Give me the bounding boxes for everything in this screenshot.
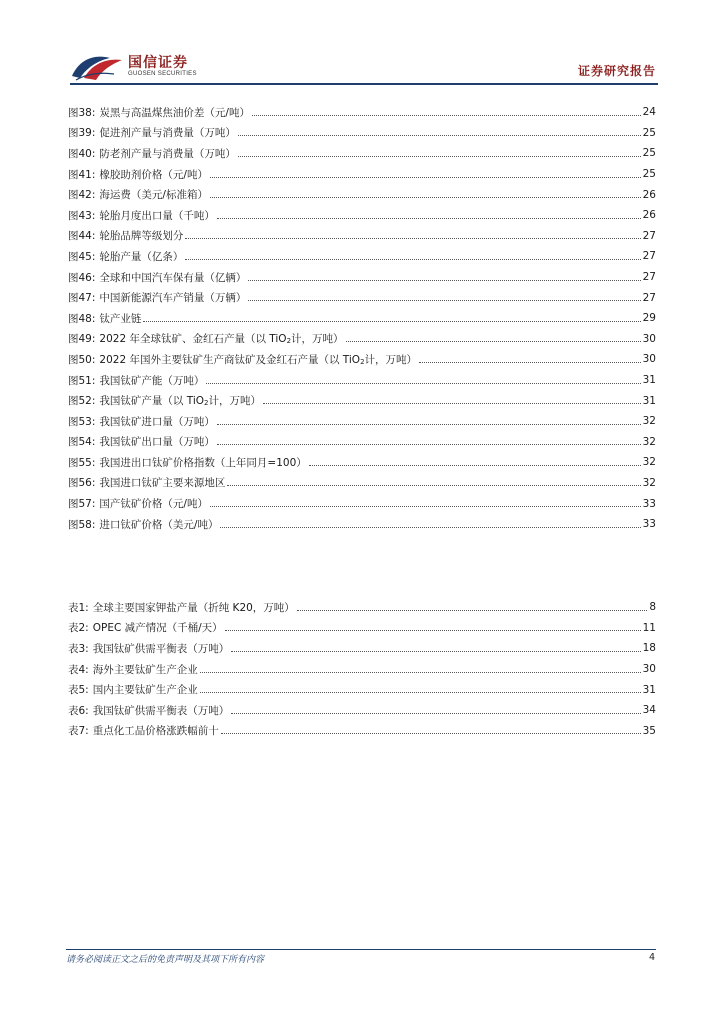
figure-entry[interactable] [68,390,656,411]
dot-leader [143,321,640,322]
entry-title-part: 2022 年全球钛矿、金红石产量（以 TiO [99,333,287,346]
entry-label: 图42: [68,189,96,202]
entry-label: 表6: [68,704,89,717]
entry-label: 图55: [68,456,96,469]
logo-english-name: GUOSEN SECURITIES [128,71,197,77]
entry-page-number: 32 [642,415,656,428]
table-entry[interactable] [68,638,656,659]
entry-title: 我国钛矿供需平衡表（万吨） [92,704,230,717]
entry-label: 表1: [68,601,89,614]
figure-entry[interactable] [68,432,656,453]
figure-entry[interactable] [68,370,656,391]
entry-page-number: 25 [642,168,656,181]
entry-page-number: 27 [642,250,656,263]
entry-title: 我国钛矿供需平衡表（万吨） [92,642,230,655]
entry-title: 中国新能源汽车产销量（万辆） [99,292,247,305]
dot-leader [185,238,640,239]
entry-title: 全球和中国汽车保有量（亿辆） [99,271,247,284]
figure-entry[interactable] [68,123,656,144]
entry-label: 图47: [68,292,96,305]
dot-leader [419,362,641,363]
report-type: 证券研究报告 [577,64,656,78]
dot-leader [225,630,641,631]
dot-leader [238,135,641,136]
entry-page-number: 32 [642,435,656,448]
figure-entry[interactable] [68,514,656,535]
dot-leader [185,259,640,260]
entry-page-number: 8 [649,601,656,614]
entry-title: 我国钛矿进口量（万吨） [99,415,215,428]
dot-leader [206,383,640,384]
dot-leader [252,115,641,116]
table-entry[interactable] [68,618,656,639]
entry-title-subscript: 2 [360,357,365,366]
dot-leader [217,218,641,219]
entry-title: 轮胎产量（亿条） [99,250,184,263]
figure-entry[interactable] [68,411,656,432]
entry-title: 促进剂产量与消费量（万吨） [99,127,236,140]
entry-label: 图54: [68,436,96,449]
dot-leader [200,672,641,673]
figure-entry[interactable] [68,267,656,288]
entry-label: 图48: [68,312,96,325]
entry-page-number: 25 [642,147,656,160]
entry-page-number: 31 [642,394,656,407]
entry-title: 轮胎品牌等级划分 [99,230,184,243]
figure-entry[interactable] [68,246,656,267]
entry-label: 图49: [68,333,96,346]
entry-title: 海外主要钛矿生产企业 [92,663,198,676]
entry-page-number: 30 [642,663,656,676]
entry-label: 表7: [68,725,89,738]
entry-page-number: 34 [642,704,656,717]
entry-label: 图44: [68,230,96,243]
dot-leader [297,610,648,611]
figure-entry[interactable] [68,329,656,350]
entry-title [99,352,417,367]
entry-label: 表4: [68,663,89,676]
entry-title: 轮胎月度出口量（千吨） [99,209,215,222]
entry-title: 进口钛矿价格（美元/吨） [99,518,219,531]
figure-entry[interactable] [68,287,656,308]
table-entry[interactable] [68,659,656,680]
entry-title: 海运费（美元/标准箱） [99,189,208,202]
entry-title-subscript: 2 [286,337,292,346]
entry-page-number: 27 [642,271,656,284]
table-entry[interactable] [68,721,656,742]
dot-leader [210,197,641,198]
dot-leader [221,733,641,734]
entry-page-number: 25 [642,126,656,139]
dot-leader [220,527,640,528]
page-header [70,50,658,90]
table-entry[interactable] [68,597,656,618]
entry-page-number: 31 [642,683,656,696]
dot-leader [227,485,640,486]
entry-page-number: 27 [642,291,656,304]
entry-title-part: 计，万吨） [291,333,344,346]
entry-page-number: 33 [642,518,656,531]
guosen-logo [70,50,210,84]
figure-entry[interactable] [68,102,656,123]
entry-page-number: 11 [642,621,656,634]
entry-title: 炭黑与高温煤焦油价差（元/吨） [99,106,250,119]
entry-title-part: 我国钛矿产量（以 TiO [99,395,205,408]
entry-label: 图46: [68,271,96,284]
dot-leader [231,713,640,714]
figure-entry[interactable] [68,143,656,164]
entry-page-number: 18 [642,642,656,655]
entry-title: 我国进口钛矿主要来源地区 [99,477,226,490]
entry-title: 我国进出口钛矿价格指数（上年同月=100） [99,456,307,469]
page-number: 4 [648,952,655,963]
dot-leader [309,465,641,466]
entry-title [99,393,261,408]
dot-leader [248,300,640,301]
dot-leader [210,177,641,178]
entry-title: 国产钛矿价格（元/吨） [99,498,208,511]
guosen-logo-icon [70,52,124,82]
table-entry[interactable] [68,700,656,721]
figure-entry[interactable] [68,308,656,329]
entry-page-number: 31 [642,374,656,387]
entry-title: OPEC 减产情况（千桶/天） [92,622,223,635]
entry-title: 钛产业链 [99,312,142,325]
dot-leader [200,692,641,693]
dot-leader [231,651,640,652]
entry-label: 表2: [68,622,89,635]
entry-label: 图39: [68,127,96,140]
entry-title: 重点化工品价格涨跌幅前十 [92,725,219,738]
entry-label: 图57: [68,498,96,511]
entry-page-number: 26 [642,188,656,201]
entry-label: 图43: [68,209,96,222]
footer-divider [66,949,656,950]
entry-title-part: 计，万吨） [208,395,261,408]
entry-label: 图52: [68,395,96,408]
entry-page-number: 30 [642,353,656,366]
entry-label: 图51: [68,374,96,387]
entry-page-number: 24 [642,106,656,119]
figure-entry[interactable] [68,226,656,247]
entry-title: 防老剂产量与消费量（万吨） [99,147,236,160]
entry-title: 我国钛矿产能（万吨） [99,374,205,387]
entry-label: 图53: [68,415,96,428]
dot-leader [217,444,641,445]
entry-title-part: 2022 年国外主要钛矿生产商钛矿及金红石产量（以 TiO [99,353,361,366]
entry-title: 我国钛矿出口量（万吨） [99,436,215,449]
dot-leader [248,280,640,281]
entry-label: 图38: [68,106,96,119]
figure-entry[interactable] [68,164,656,185]
entry-page-number: 26 [642,209,656,222]
entry-page-number: 33 [642,497,656,510]
dot-leader [346,341,641,342]
entry-page-number: 32 [642,476,656,489]
entry-label: 图50: [68,353,96,366]
entry-title: 国内主要钛矿生产企业 [92,684,198,697]
entry-label: 表5: [68,684,89,697]
entry-label: 图40: [68,147,96,160]
entry-page-number: 30 [642,332,656,345]
figure-entry[interactable] [68,184,656,205]
entry-label: 图41: [68,168,96,181]
logo-chinese-name: 国信证券 [128,55,188,71]
entry-page-number: 35 [642,724,656,737]
entry-title: 橡胶助剂价格（元/吨） [99,168,208,181]
entry-label: 图45: [68,250,96,263]
figure-entry[interactable] [68,493,656,514]
entry-title-subscript: 2 [204,399,209,408]
entry-title: 全球主要国家钾盐产量（折纯 K20，万吨） [92,601,295,614]
figure-entry[interactable] [68,473,656,494]
entry-title-part: 计，万吨） [364,353,418,366]
table-entry[interactable] [68,679,656,700]
entry-label: 图58: [68,518,96,531]
table-list [68,597,656,741]
header-divider [70,83,658,85]
figure-entry[interactable] [68,205,656,226]
dot-leader [217,424,641,425]
dot-leader [238,156,641,157]
entry-title [99,331,343,346]
figure-entry[interactable] [68,349,656,370]
figure-entry[interactable] [68,452,656,473]
entry-page-number: 29 [642,312,656,325]
entry-page-number: 27 [642,229,656,242]
dot-leader [263,403,641,404]
footer-disclaimer: 请务必阅读正文之后的免责声明及其项下所有内容 [66,955,265,965]
entry-label: 图56: [68,477,96,490]
entry-page-number: 32 [642,456,656,469]
dot-leader [210,506,641,507]
entry-label: 表3: [68,642,89,655]
figure-list [68,102,656,534]
